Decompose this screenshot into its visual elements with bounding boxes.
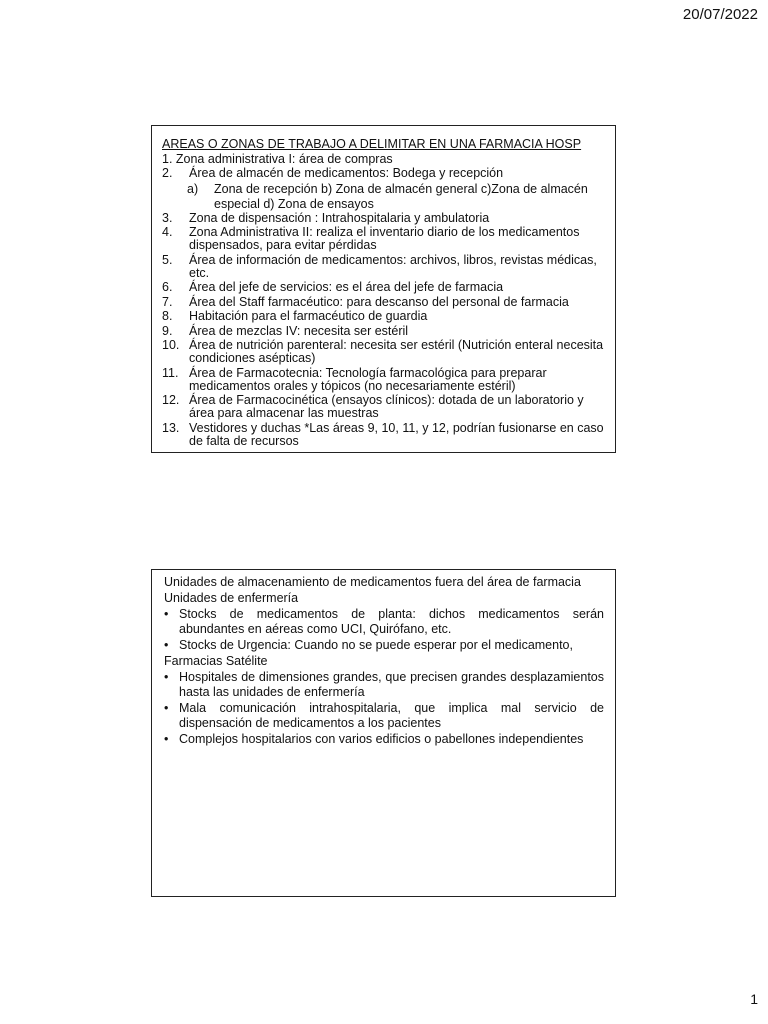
item-number: 7. xyxy=(162,294,173,309)
list-item xyxy=(162,367,607,393)
bullet-icon: • xyxy=(164,670,169,684)
bullet-text: Stocks de Urgencia: Cuando no se puede esperar por el medicamento, xyxy=(179,638,573,652)
bullet-icon: • xyxy=(164,638,169,652)
item-text: Zona Administrativa II: realiza el inventario diario de los medicamentos dispensados, para evitar pérdidas xyxy=(189,225,580,252)
slide-work-areas xyxy=(151,125,616,453)
list-item xyxy=(162,226,607,252)
bullet-item xyxy=(164,638,604,653)
item-text: Área de mezclas IV: necesita ser estéril xyxy=(189,323,409,338)
item-text: Habitación para el farmacéutico de guardia xyxy=(189,309,428,323)
section-heading: Farmacias Satélite xyxy=(164,654,268,668)
list-item xyxy=(162,339,607,365)
item-text: Área de información de medicamentos: archivos, libros, revistas médicas, etc. xyxy=(189,252,597,280)
bullet-icon: • xyxy=(164,732,169,746)
sub-list-item xyxy=(162,182,607,212)
page-number: 1 xyxy=(750,991,758,1007)
list-item xyxy=(162,310,607,323)
item-number: 10. xyxy=(162,338,180,352)
item-text: Área de almacén de medicamentos: Bodega y recepción xyxy=(189,166,504,180)
item-number: 4. xyxy=(162,225,173,239)
list-item xyxy=(162,325,607,338)
list-item xyxy=(162,212,607,225)
bullet-text: Hospitales de dimensiones grandes, que precisen grandes desplazamientos hasta las unidades de enfermería xyxy=(179,670,604,699)
bullet-item xyxy=(164,607,604,637)
item-text: Zona de dispensación : Intrahospitalaria y ambulatoria xyxy=(189,210,490,225)
item-text: Área del jefe de servicios: es el área del jefe de farmacia xyxy=(189,280,504,294)
bullet-item xyxy=(164,732,604,747)
slide-storage-units xyxy=(151,569,616,897)
bullet-text: Stocks de medicamentos de planta: dichos medicamentos serán abundantes en aéreas como UCI, Quirófano, etc. xyxy=(179,607,604,636)
list-item xyxy=(162,296,607,309)
item-number: 13. xyxy=(162,420,180,435)
item-number: 5. xyxy=(162,252,173,267)
item-text: Área de Farmacotecnia: Tecnología farmacológica para preparar medicamentos orales y tópicos (no necesariamente estéril) xyxy=(189,365,547,393)
slide-heading: Unidades de almacenamiento de medicamentos fuera del área de farmacia xyxy=(164,575,581,589)
item-text: Área del Staff farmacéutico: para descanso del personal de farmacia xyxy=(189,294,569,309)
item-number: 3. xyxy=(162,210,173,225)
item-number: 9. xyxy=(162,323,173,338)
sub-item-text: Zona de recepción b) Zona de almacén general c)Zona de almacén especial d) Zona de ensayos xyxy=(214,181,588,211)
list-item xyxy=(162,281,607,294)
item-number: 12. xyxy=(162,393,180,407)
section-heading: Unidades de enfermería xyxy=(164,591,299,605)
item-text: Vestidores y duchas *Las áreas 9, 10, 11, y 12, podrían fusionarse en caso de falta de recursos xyxy=(189,420,604,448)
sub-item-letter: a) xyxy=(187,181,199,196)
item-number: 11. xyxy=(162,365,179,380)
list-item xyxy=(162,167,607,180)
item-number: 8. xyxy=(162,309,173,323)
item-text: Área de Farmacocinética (ensayos clínicos): dotada de un laboratorio y área para almacenar las muestras xyxy=(189,393,584,420)
header-date: 20/07/2022 xyxy=(682,6,758,23)
intro-item: 1. Zona administrativa I: área de compras xyxy=(162,152,393,166)
item-text: Área de nutrición parenteral: necesita ser estéril (Nutrición enteral necesita condiciones asépticas) xyxy=(189,338,604,365)
list-item xyxy=(162,394,607,420)
bullet-icon: • xyxy=(164,701,169,715)
bullet-item xyxy=(164,670,604,700)
bullet-icon: • xyxy=(164,607,169,621)
item-number: 6. xyxy=(162,280,173,294)
bullet-item xyxy=(164,701,604,731)
list-item xyxy=(162,422,607,448)
slide-title: AREAS O ZONAS DE TRABAJO A DELIMITAR EN UNA FARMACIA HOSP xyxy=(162,137,582,151)
item-number: 2. xyxy=(162,166,173,180)
bullet-text: Mala comunicación intrahospitalaria, que implica mal servicio de dispensación de medicamentos a los pacientes xyxy=(179,701,604,730)
list-item xyxy=(162,254,607,280)
bullet-text: Complejos hospitalarios con varios edificios o pabellones independientes xyxy=(179,732,584,746)
